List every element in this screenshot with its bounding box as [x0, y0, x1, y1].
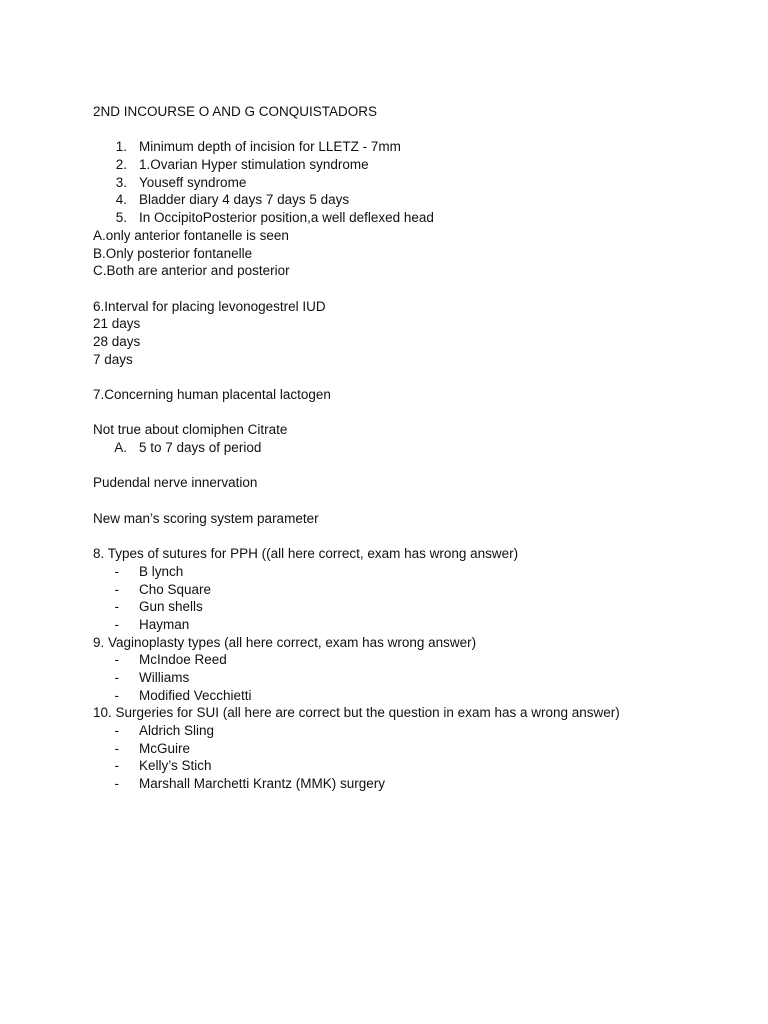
bullet-text: Gun shells: [139, 599, 203, 615]
list-item: [93, 209, 733, 227]
bullet-text: Hayman: [139, 616, 190, 632]
list-item-text: 1.Ovarian Hyper stimulation syndrome: [139, 157, 369, 173]
list-item: [93, 156, 733, 174]
bullet-text: Cho Square: [139, 581, 212, 597]
bullet-item: [93, 581, 733, 599]
list-item-text: 5 to 7 days of period: [139, 440, 262, 456]
dash-marker: -: [114, 687, 119, 703]
bullet-text: McIndoe Reed: [139, 652, 227, 668]
list-item-text: Bladder diary 4 days 7 days 5 days: [139, 192, 350, 208]
question-line: 9. Vaginoplasty types (all here correct, exam has wrong answer): [93, 634, 477, 650]
bullet-item: [93, 616, 733, 634]
spacer: [93, 492, 733, 510]
bullet-item: [93, 598, 733, 616]
bullet-text: B lynch: [139, 563, 184, 579]
bullet-item: [93, 757, 733, 775]
bullet-item: [93, 775, 733, 793]
option-line: A.only anterior fontanelle is seen: [93, 227, 289, 243]
bullet-text: Aldrich Sling: [139, 723, 215, 739]
spacer: [93, 121, 733, 139]
bullet-item: [93, 669, 733, 687]
spacer: [93, 528, 733, 546]
question-line: Pudendal nerve innervation: [93, 475, 258, 491]
bullet-text: Marshall Marchetti Krantz (MMK) surgery: [139, 776, 386, 792]
bullet-item: [93, 563, 733, 581]
question-line: New man’s scoring system parameter: [93, 510, 319, 526]
bullet-text: Modified Vecchietti: [139, 687, 252, 703]
dash-marker: -: [114, 599, 119, 615]
list-marker: 4.: [115, 192, 127, 208]
dash-marker: -: [114, 616, 119, 632]
option-line: 28 days: [93, 333, 141, 349]
spacer: [93, 280, 733, 298]
bullet-item: [93, 740, 733, 758]
dash-marker: -: [114, 581, 119, 597]
list-item: [93, 174, 733, 192]
spacer: [93, 457, 733, 475]
bullet-text: Williams: [139, 670, 190, 685]
bullet-item: [93, 722, 733, 740]
question-line: 8. Types of sutures for PPH ((all here correct, exam has wrong answer): [93, 546, 519, 562]
list-marker: 5.: [115, 210, 127, 226]
bullet-text: McGuire: [139, 740, 191, 756]
question-line: Not true about clomiphen Citrate: [93, 422, 288, 438]
question-line: 10. Surgeries for SUI (all here are correct but the question in exam has a wrong answer): [93, 705, 620, 721]
list-item-text: Minimum depth of incision for LLETZ - 7mm: [139, 139, 401, 155]
option-line: B.Only posterior fontanelle: [93, 245, 253, 261]
dash-marker: -: [114, 776, 119, 792]
dash-marker: -: [114, 563, 119, 579]
document-title: 2ND INCOURSE O AND G CONQUISTADORS: [93, 104, 378, 119]
list-item-text: In OccipitoPosterior position,a well deflexed head: [139, 210, 434, 226]
spacer: [93, 368, 733, 386]
dash-marker: -: [114, 740, 119, 756]
question-line: 7.Concerning human placental lactogen: [93, 387, 331, 402]
option-line: 21 days: [93, 316, 141, 332]
spacer: [93, 404, 733, 422]
list-marker: 3.: [115, 174, 127, 190]
list-item-text: Youseff syndrome: [139, 174, 247, 190]
dash-marker: -: [114, 670, 119, 685]
dash-marker: -: [114, 723, 119, 739]
option-line: 7 days: [93, 351, 133, 367]
list-marker: A.: [114, 440, 127, 456]
question-line: 6.Interval for placing levonogestrel IUD: [93, 298, 326, 314]
list-item: [93, 138, 733, 156]
list-item: [93, 191, 733, 209]
bullet-item: [93, 651, 733, 669]
dash-marker: -: [114, 758, 119, 774]
option-line: C.Both are anterior and posterior: [93, 263, 290, 279]
list-marker: 2.: [115, 157, 127, 173]
bullet-text: Kelly’s Stich: [139, 758, 212, 774]
bullet-item: [93, 687, 733, 705]
document-page: [93, 103, 733, 793]
list-item: [93, 439, 733, 457]
list-marker: 1.: [115, 139, 127, 155]
dash-marker: -: [114, 652, 119, 668]
